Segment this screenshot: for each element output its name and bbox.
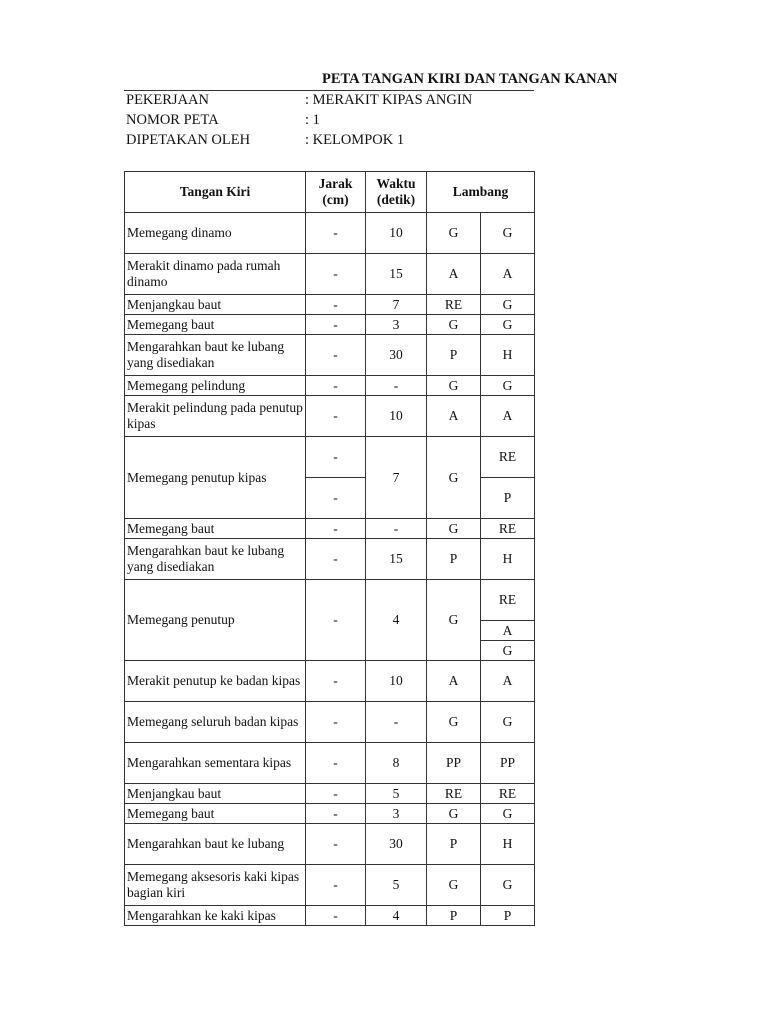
table-row [125, 315, 535, 335]
table-row [125, 702, 535, 743]
lambang-right-cell: H [481, 824, 535, 865]
lambang-right-cell: RE [481, 580, 535, 621]
table-row [125, 580, 535, 621]
waktu-cell: 30 [366, 335, 427, 376]
jarak-cell: - [306, 824, 366, 865]
waktu-cell: 7 [366, 295, 427, 315]
waktu-cell: 8 [366, 743, 427, 784]
lambang-left-cell: RE [427, 784, 481, 804]
lambang-right-cell: G [481, 804, 535, 824]
lambang-left-cell: G [427, 213, 481, 254]
jarak-cell: - [306, 315, 366, 335]
jarak-cell: - [306, 702, 366, 743]
waktu-cell: - [366, 519, 427, 539]
table-row [125, 539, 535, 580]
activity-cell: Merakit dinamo pada rumah dinamo [125, 254, 306, 295]
table-row [125, 743, 535, 784]
table-row [125, 906, 535, 926]
document-title: PETA TANGAN KIRI DAN TANGAN KANAN [322, 71, 618, 87]
lambang-right-cell: G [481, 376, 535, 396]
jarak-cell: - [306, 906, 366, 926]
activity-cell: Memegang penutup [125, 580, 306, 661]
table-row [125, 437, 535, 478]
lambang-left-cell: RE [427, 295, 481, 315]
lambang-left-cell: G [427, 580, 481, 661]
lambang-left-cell: A [427, 254, 481, 295]
activity-cell: Mengarahkan baut ke lubang [125, 824, 306, 865]
lambang-right-cell: P [481, 906, 535, 926]
lambang-right-cell: A [481, 254, 535, 295]
jarak-cell: - [306, 213, 366, 254]
lambang-left-cell: A [427, 661, 481, 702]
lambang-right-cell: A [481, 661, 535, 702]
meta-label: NOMOR PETA [126, 112, 219, 128]
jarak-cell: - [306, 784, 366, 804]
table-header-row [125, 172, 535, 213]
activity-cell: Mengarahkan ke kaki kipas [125, 906, 306, 926]
table-row [125, 824, 535, 865]
table-row [125, 396, 535, 437]
meta-value: : KELOMPOK 1 [305, 132, 405, 148]
lambang-left-cell: G [427, 437, 481, 519]
activity-cell: Menjangkau baut [125, 784, 306, 804]
header-waktu: Waktu (detik) [366, 172, 427, 213]
lambang-left-cell: G [427, 315, 481, 335]
lambang-right-cell: G [481, 213, 535, 254]
lambang-right-cell: A [481, 621, 535, 641]
waktu-cell: 15 [366, 254, 427, 295]
waktu-cell: 30 [366, 824, 427, 865]
table-body [125, 213, 535, 926]
table-row [125, 804, 535, 824]
lambang-left-cell: A [427, 396, 481, 437]
waktu-cell: 10 [366, 396, 427, 437]
activity-cell: Merakit penutup ke badan kipas [125, 661, 306, 702]
lambang-left-cell: G [427, 376, 481, 396]
header-lambang: Lambang [427, 172, 535, 213]
lambang-right-cell: H [481, 539, 535, 580]
waktu-cell: 4 [366, 580, 427, 661]
activity-cell: Memegang baut [125, 519, 306, 539]
table-row [125, 335, 535, 376]
lambang-left-cell: P [427, 539, 481, 580]
table-row [125, 254, 535, 295]
waktu-cell: 15 [366, 539, 427, 580]
waktu-cell: - [366, 702, 427, 743]
jarak-cell: - [306, 478, 366, 519]
waktu-cell: 4 [366, 906, 427, 926]
table-row [125, 376, 535, 396]
jarak-cell: - [306, 580, 366, 661]
activity-cell: Memegang penutup kipas [125, 437, 306, 519]
activity-cell: Mengarahkan sementara kipas [125, 743, 306, 784]
lambang-right-cell: G [481, 702, 535, 743]
lambang-left-cell: P [427, 335, 481, 376]
activity-cell: Memegang pelindung [125, 376, 306, 396]
table-row [125, 865, 535, 906]
waktu-cell: 5 [366, 865, 427, 906]
meta-value: : MERAKIT KIPAS ANGIN [305, 92, 473, 108]
lambang-right-cell: G [481, 865, 535, 906]
lambang-right-cell: G [481, 641, 535, 661]
activity-cell: Memegang aksesoris kaki kipas bagian kiri [125, 865, 306, 906]
activity-cell: Menjangkau baut [125, 295, 306, 315]
activity-cell: Memegang baut [125, 804, 306, 824]
table-row [125, 295, 535, 315]
lambang-right-cell: RE [481, 784, 535, 804]
lambang-right-cell: G [481, 315, 535, 335]
activity-cell: Memegang seluruh badan kipas [125, 702, 306, 743]
waktu-cell: 7 [366, 437, 427, 519]
header-hand: Tangan Kiri [125, 172, 306, 213]
lambang-left-cell: G [427, 702, 481, 743]
lambang-left-cell: G [427, 804, 481, 824]
lambang-right-cell: G [481, 295, 535, 315]
lambang-left-cell: P [427, 824, 481, 865]
table-row [125, 519, 535, 539]
jarak-cell: - [306, 804, 366, 824]
activity-cell: Memegang dinamo [125, 213, 306, 254]
jarak-cell: - [306, 539, 366, 580]
waktu-cell: 10 [366, 661, 427, 702]
lambang-left-cell: G [427, 865, 481, 906]
lambang-right-cell: H [481, 335, 535, 376]
lambang-right-cell: P [481, 478, 535, 519]
meta-value: : 1 [305, 112, 320, 128]
meta-label: PEKERJAAN [126, 92, 209, 108]
lambang-left-cell: G [427, 519, 481, 539]
waktu-cell: 10 [366, 213, 427, 254]
header-jarak: Jarak (cm) [306, 172, 366, 213]
lambang-right-cell: A [481, 396, 535, 437]
lambang-left-cell: PP [427, 743, 481, 784]
lambang-right-cell: RE [481, 437, 535, 478]
lambang-right-cell: PP [481, 743, 535, 784]
lambang-left-cell: P [427, 906, 481, 926]
table-row [125, 661, 535, 702]
meta-label: DIPETAKAN OLEH [126, 132, 251, 148]
jarak-cell: - [306, 661, 366, 702]
waktu-cell: 3 [366, 315, 427, 335]
waktu-cell: - [366, 376, 427, 396]
activity-cell: Mengarahkan baut ke lubang yang disediakan [125, 335, 306, 376]
waktu-cell: 3 [366, 804, 427, 824]
jarak-cell: - [306, 396, 366, 437]
left-hand-table [124, 171, 535, 926]
jarak-cell: - [306, 376, 366, 396]
activity-cell: Merakit pelindung pada penutup kipas [125, 396, 306, 437]
jarak-cell: - [306, 295, 366, 315]
lambang-right-cell: RE [481, 519, 535, 539]
jarak-cell: - [306, 743, 366, 784]
activity-cell: Mengarahkan baut ke lubang yang disediakan [125, 539, 306, 580]
jarak-cell: - [306, 254, 366, 295]
table-row [125, 213, 535, 254]
jarak-cell: - [306, 437, 366, 478]
activity-cell: Memegang baut [125, 315, 306, 335]
jarak-cell: - [306, 519, 366, 539]
jarak-cell: - [306, 865, 366, 906]
jarak-cell: - [306, 335, 366, 376]
waktu-cell: 5 [366, 784, 427, 804]
table-row [125, 784, 535, 804]
